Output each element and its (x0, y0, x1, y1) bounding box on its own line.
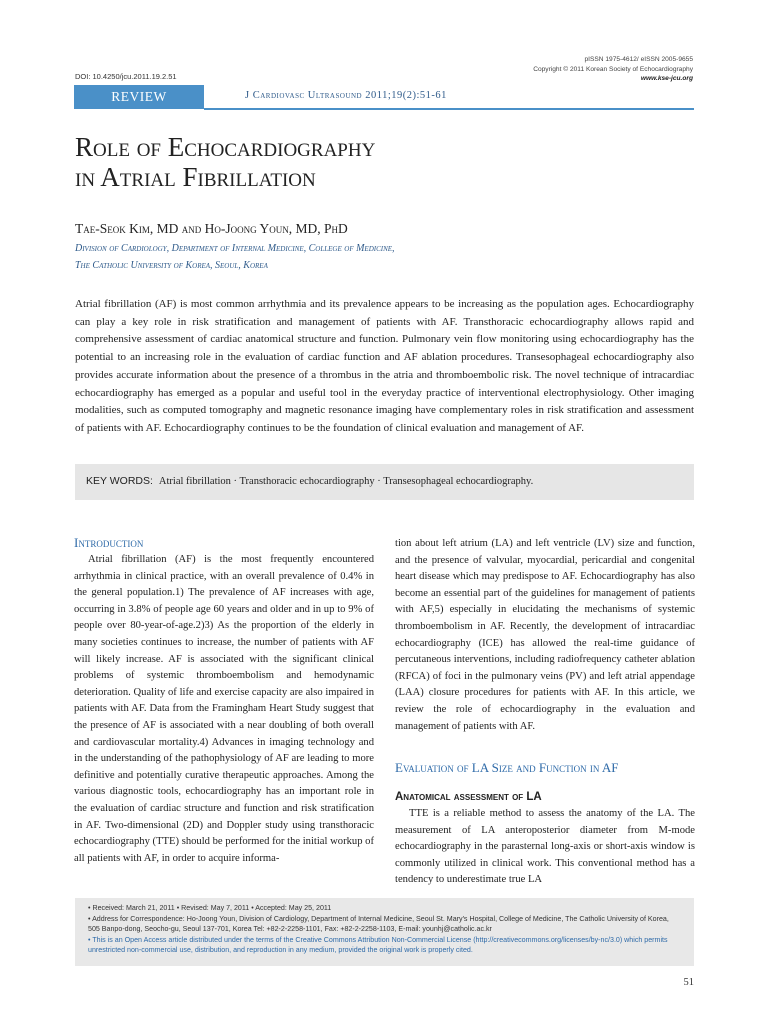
evaluation-heading: Evaluation of LA Size and Function in AF (395, 760, 619, 775)
footnote-license[interactable]: • This is an Open Access article distributed under the terms of the Creative Commons Attribution Non-Commercial License (http://creativecommons.org/licenses/by-nc/3.0) which permits unrestricted non-commercial use, distribution, and reproduction in any medium, provided the original work is properly cited. (88, 936, 668, 955)
abstract: Atrial fibrillation (AF) is most common arrhythmia and its prevalence appears to be increasing as the population ages. Echocardiography can play a key role in risk stratification and management of patients with AF. Transthoracic echocardiography allows rapid and comprehensive assessment of cardiac anatomical structure and function. Pulmonary vein flow monitoring using echocardiography has the potential to an increasing role in the evaluation of cardiac function and AF ablation procedures. Transesophageal echocardiography also provides accurate information about the presence of a thrombus in the atria and thromboembolic risk. The novel technique of intracardiac echocardiography has emerged as a popular and useful tool in the everyday practice of interventional electrophysiology. Other imaging modalities, such as computed tomography and magnetic resonance imaging have complementary roles in risk stratification and assessment of patients with AF. Echocardiography continues to be the foundation of clinical evaluation and management of AF. (75, 298, 694, 434)
right-column-text: tion about left atrium (LA) and left ventricle (LV) size and function, and the presence of valvular, myocardial, pericardial and congenital heart disease which may predispose to AF. Echocardiography has also become an essential part of the guidelines for management of patients with AF,5) especially in elucidating the mechanisms of systemic thromboembolism in AF. Recently, the development of intracardiac echocardiography (ICE) has allowed the real-time guidance of percutaneous interventions, including radiofrequency catheter ablation (RFCA) of foci in the pulmonary veins (PV) and left atrial appendage (LAA) closure procedures for patients with AF. In this article, we review the role of echocardiography in the evaluation and management of patients with AF. (395, 538, 695, 732)
keywords-list: Atrial fibrillation · Transthoracic echocardiography · Transesophageal echocardiography. (158, 476, 534, 487)
keywords (86, 475, 533, 487)
footnote-dates: • Received: March 21, 2011 • Revised: May 7, 2011 • Accepted: May 25, 2011 (88, 904, 332, 912)
journal-url[interactable]: www.kse-jcu.org (640, 75, 693, 83)
issn: pISSN 1975-4612/ eISSN 2005-9655 (584, 56, 693, 63)
header-rule (204, 108, 694, 110)
copyright: Copyright © 2011 Korean Society of Echocardiography (533, 65, 693, 73)
journal-metadata (533, 55, 693, 84)
keywords-label: KEY WORDS: (86, 475, 153, 487)
section-badge: REVIEW (74, 85, 204, 109)
affiliation-line-1: Division of Cardiology, Department of Internal Medicine, College of Medicine, (75, 243, 395, 254)
title-line-2: in Atrial Fibrillation (75, 162, 316, 192)
anatomical-heading: Anatomical assessment of LA (395, 791, 542, 803)
article-title (75, 132, 375, 192)
authors: Tae-Seok Kim, MD and Ho-Joong Youn, MD, PhD (75, 221, 348, 236)
intro-heading: Introduction (74, 535, 144, 550)
page-number: 51 (683, 977, 694, 988)
affiliation (75, 240, 395, 274)
intro-text: Atrial fibrillation (AF) is the most frequently encountered arrhythmia in clinical practice, with an overall prevalence of 0.4% in the general population.1) The prevalence of AF increases with age, occurring in 3.8% of people age 60 years and older and in up to 9% of people over 80-year-of-age.2)3) As the proportion of the elderly in many societies continues to increase, the number of patients with AF will likely increase. AF is associated with the significant clinical problems of systemic thromboembolism and hemodynamic deterioration. Quality of life and exercise capacity are also impaired in patients with AF. Data from the Framingham Heart Study suggest that the presence of AF is associated with a near doubling of both overall and cardiovascular mortality.4) Advances in imaging technology and in the understanding of the pathophysiology of AF are leading to more definitive and potentially curative therapeutic approaches. Among the various diagnostic tools, echocardiography has an important role in the evaluation of cardiac structure and function and risk stratification in AF. Two-dimensional (2D) and Doppler study using transthoracic echocardiography (TTE) should be performed for the initial workup of all patients with AF, in order to acquire informa- (74, 554, 374, 864)
title-line-1: Role of Echocardiography (75, 132, 376, 162)
journal-citation: J Cardiovasc Ultrasound 2011;19(2):51-61 (245, 90, 447, 101)
doi: DOI: 10.4250/jcu.2011.19.2.51 (75, 72, 177, 81)
footnote-address: • Address for Correspondence: Ho-Joong Youn, Division of Cardiology, Department of Internal Medicine, Seoul St. Mary's Hospital, College of Medicine, The Catholic University of Korea, 505 Banpo-dong, Seocho-gu, Seoul 137-701, Korea Tel: +82-2-2258-1101, Fax: +82-2-2258-1103, E-mail: younhj@catholic.ac.kr (88, 915, 669, 934)
anatomical-text: TTE is a reliable method to assess the anatomy of the LA. The measurement of LA anteroposterior diameter from M-mode echocardiography in the parasternal long-axis or short-axis window is commonly utilized in clinical work. This conventional method has a tendency to underestimate true LA (395, 808, 695, 886)
affiliation-line-2: The Catholic University of Korea, Seoul, Korea (75, 260, 268, 271)
